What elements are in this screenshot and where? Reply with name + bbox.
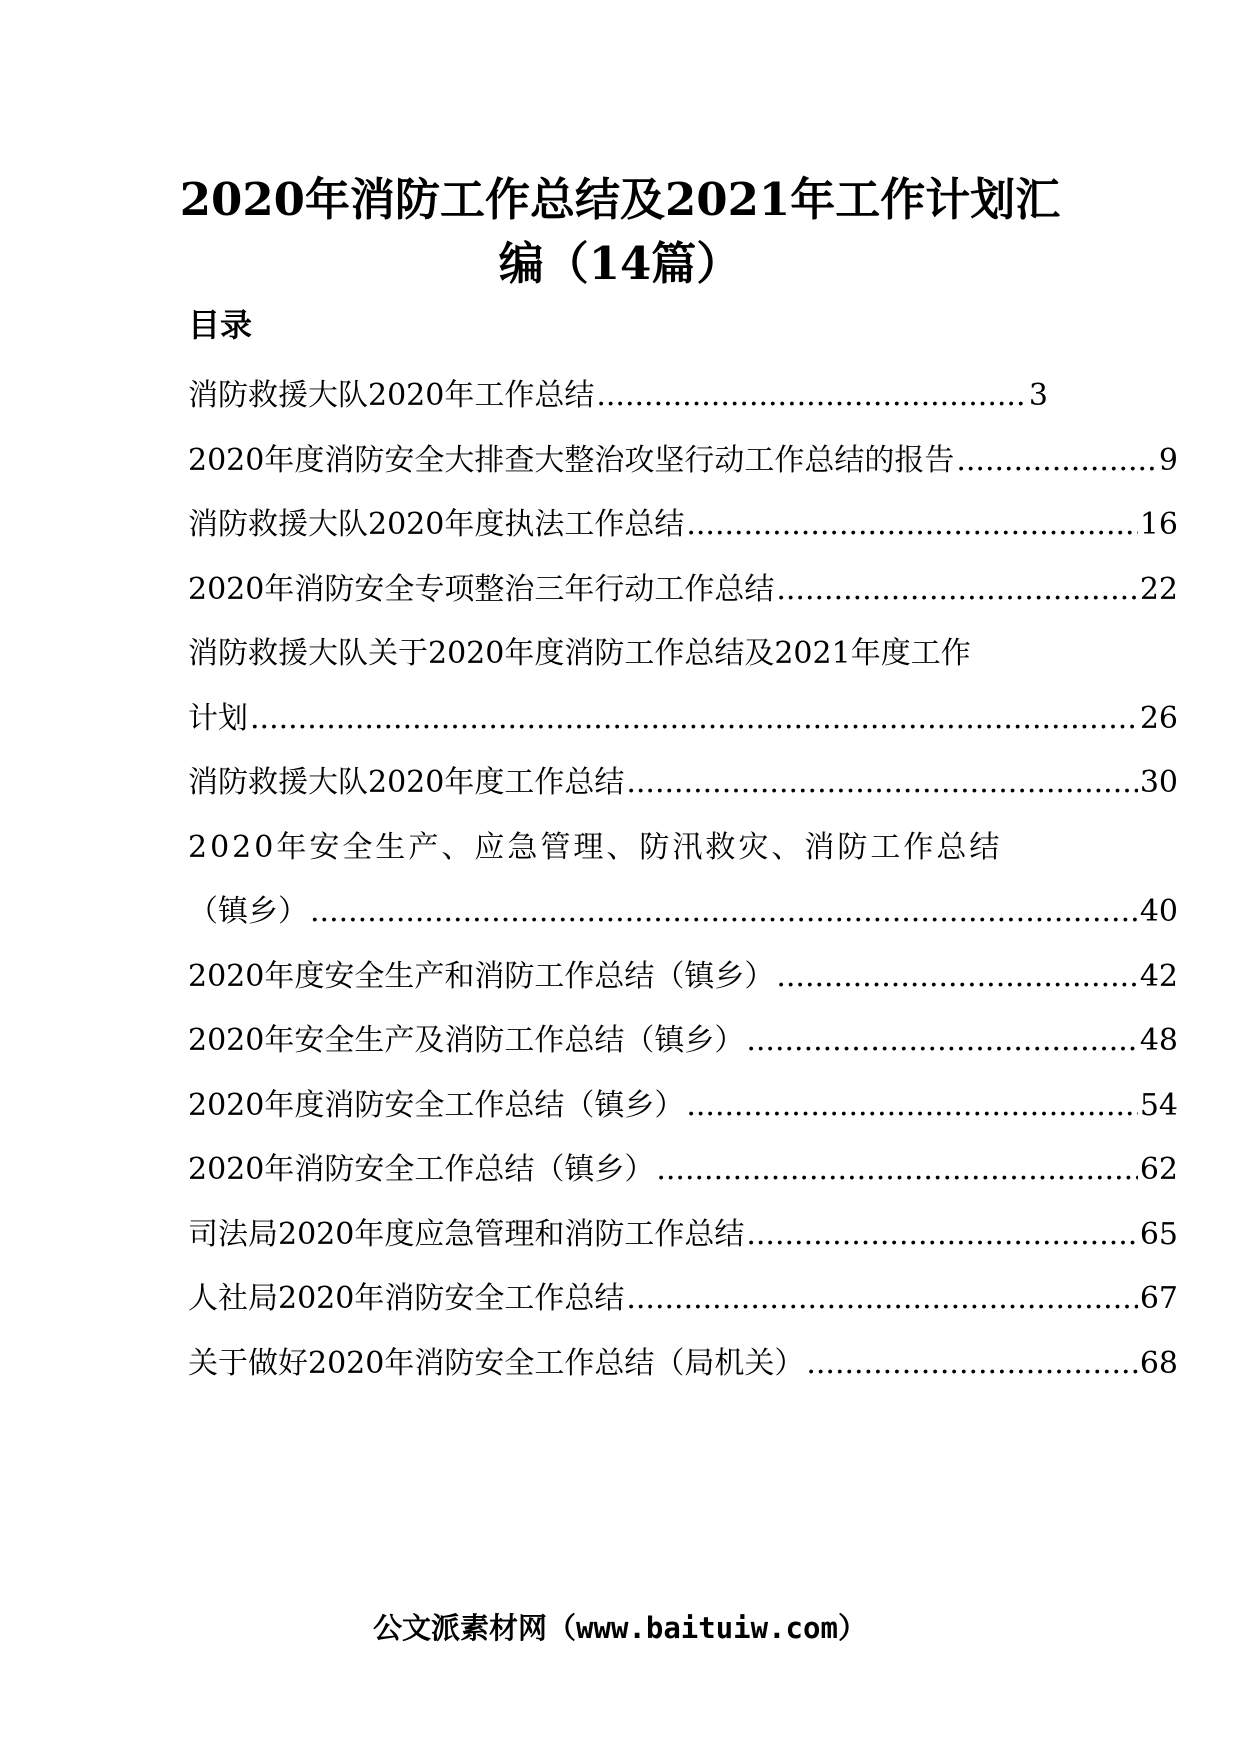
toc-entry-8[interactable] — [188, 945, 1178, 1010]
toc-leader-dots — [776, 558, 1137, 623]
toc-entry-7-line-1[interactable] — [188, 816, 1048, 881]
toc-leader-dots — [250, 687, 1138, 752]
toc-leader-dots — [686, 1074, 1137, 1139]
toc-leader-dots — [746, 1203, 1137, 1268]
toc-entry-14[interactable] — [188, 1332, 1178, 1397]
toc-entry-label: 2020年消防安全专项整治三年行动工作总结 — [188, 571, 775, 607]
toc-entry-label: 2020年安全生产及消防工作总结（镇乡） — [188, 1023, 745, 1058]
toc-leader-dots — [686, 493, 1137, 558]
toc-entry-label: 司法局2020年度应急管理和消防工作总结 — [188, 1216, 745, 1252]
toc-entry-page: 68 — [1139, 1345, 1178, 1381]
toc-entry-1[interactable] — [188, 364, 1048, 429]
toc-entry-label: 消防救援大队关于2020年度消防工作总结及2021年度工作 — [188, 636, 971, 671]
toc-entry-label: 2020年度消防安全大排查大整治攻坚行动工作总结的报告 — [188, 442, 955, 478]
toc-leader-dots — [776, 945, 1137, 1010]
toc-leader-dots — [596, 364, 1027, 429]
toc-leader-dots — [746, 1009, 1137, 1074]
toc-entry-page: 65 — [1139, 1216, 1178, 1252]
document-title-line-1: 2020年消防工作总结及2021年工作计划汇 — [179, 173, 1061, 226]
toc-leader-dots — [626, 1267, 1137, 1332]
toc-entry-page: 40 — [1139, 894, 1178, 929]
toc-entry-4[interactable] — [188, 558, 1178, 623]
toc-entry-5-line-1[interactable] — [188, 622, 1048, 687]
toc-entry-13[interactable] — [188, 1267, 1178, 1332]
toc-entry-page: 3 — [1028, 378, 1048, 413]
toc-entry-page: 62 — [1139, 1152, 1178, 1187]
document-title-line-2: 编（14篇） — [498, 237, 742, 290]
toc-entry-page: 16 — [1139, 507, 1178, 542]
toc-entry-label: （镇乡） — [188, 894, 308, 929]
toc-entry-page: 42 — [1139, 958, 1178, 994]
toc-leader-dots — [310, 880, 1138, 945]
toc-entry-page: 48 — [1139, 1023, 1178, 1058]
toc-entry-label: 2020年消防安全工作总结（镇乡） — [188, 1152, 655, 1187]
toc-entry-11[interactable] — [188, 1138, 1178, 1203]
toc-entry-label: 人社局2020年消防安全工作总结 — [188, 1281, 625, 1316]
toc-entry-page: 9 — [1158, 442, 1178, 478]
toc-entry-page: 30 — [1139, 765, 1178, 800]
toc-entry-6[interactable] — [188, 751, 1178, 816]
toc-leader-dots — [956, 429, 1157, 494]
toc-entry-page: 54 — [1139, 1087, 1178, 1123]
toc-entry-12[interactable] — [188, 1203, 1178, 1268]
toc-leader-dots — [806, 1332, 1137, 1397]
toc-entry-2[interactable] — [188, 429, 1178, 494]
toc-entry-3[interactable] — [188, 493, 1178, 558]
page-footer: 公文派素材网（www.baituiw.com） — [373, 1611, 867, 1645]
toc-heading: 目录 — [188, 306, 253, 344]
toc-entry-label: 2020年度消防安全工作总结（镇乡） — [188, 1087, 685, 1123]
toc-entry-label: 关于做好2020年消防安全工作总结（局机关） — [188, 1345, 805, 1381]
toc-entry-page: 67 — [1139, 1281, 1178, 1316]
toc-entry-5-line-2[interactable] — [188, 687, 1178, 752]
toc-entry-9[interactable] — [188, 1009, 1178, 1074]
toc-entry-7-line-2[interactable] — [188, 880, 1178, 945]
toc-entry-label: 消防救援大队2020年度执法工作总结 — [188, 507, 685, 542]
toc-entry-label: 2020年安全生产、应急管理、防汛救灾、消防工作总结 — [188, 829, 1003, 865]
toc-entry-label: 消防救援大队2020年工作总结 — [188, 378, 595, 413]
toc-leader-dots — [656, 1138, 1137, 1203]
table-of-contents — [188, 364, 1178, 1396]
toc-entry-page: 22 — [1139, 571, 1178, 607]
toc-entry-10[interactable] — [188, 1074, 1178, 1139]
toc-leader-dots — [626, 751, 1137, 816]
toc-entry-label: 计划 — [188, 700, 248, 736]
toc-entry-page: 26 — [1139, 700, 1178, 736]
toc-entry-label: 2020年度安全生产和消防工作总结（镇乡） — [188, 958, 775, 994]
toc-entry-label: 消防救援大队2020年度工作总结 — [188, 765, 625, 800]
